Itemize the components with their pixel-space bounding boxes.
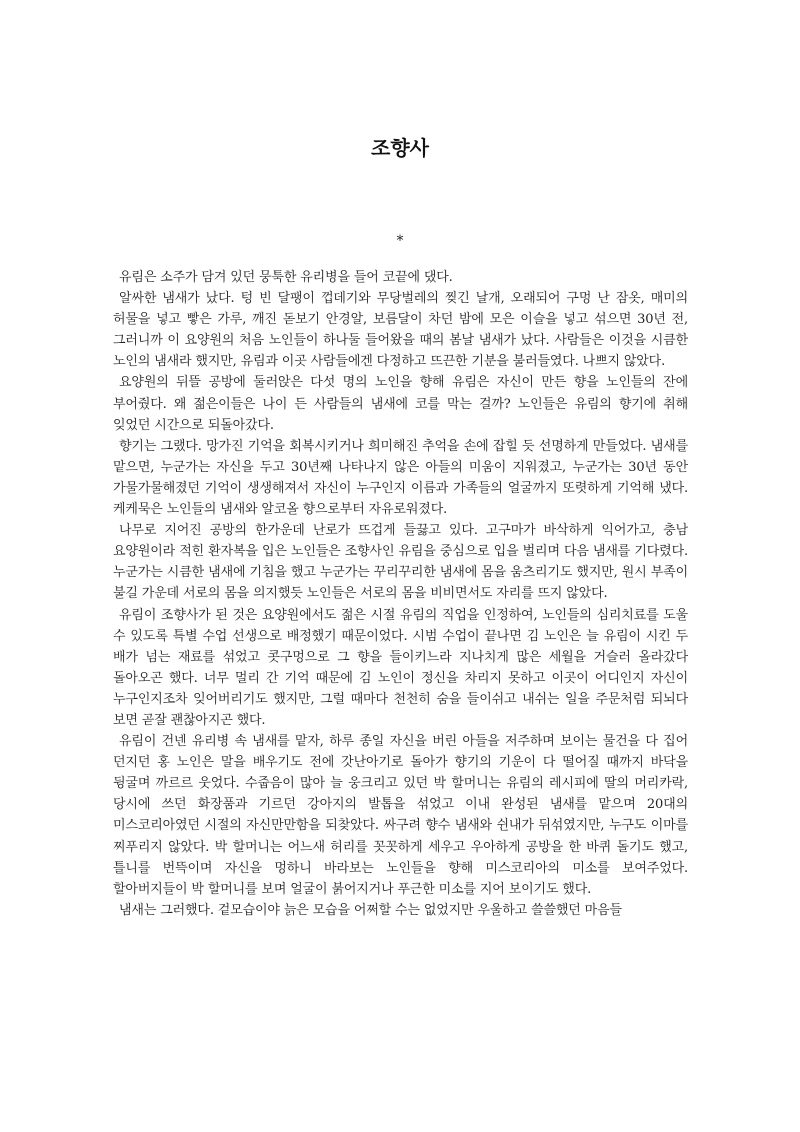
paragraph-1: 유림은 소주가 담겨 있던 뭉툭한 유리병을 들어 코끝에 댔다.	[119, 270, 453, 285]
section-separator: *	[396, 233, 404, 249]
paragraph-7: 유림이 건넨 유리병 속 냄새를 맡자, 하루 종일 자신을 버린 아들을 저주하며 보이는 물건을 다 집어 던지던 홍 노인은 말을 배우기도 전에 갓난아기로 돌아가 향기의 기운이 다 떨어질 때까지 바닥을 뒹굴며 까르르 웃었다. 수줍음이 많아 늘 웅크리고 있던 박 할머니는 유림의 레시피에 딸의 머리카락, 당시에 쓰던 화장품과 기르던 강아지의 발톱을 섞었고 이내 완성된 냄새를 맡으며 20대의 미스코리아였던 시절의 자신만만함을 되찾았다. 싸구려 향수 냄새와 쉰내가 뒤섞였지만, 누구도 이마를 찌푸리지 않았다. 박 할머니는 어느새 허리를 꼿꼿하게 세우고 우아하게 공방을 한 바퀴 돌기도 했고, 틀니를 번뜩이며 자신을 멍하니 바라보는 노인들을 향해 미스코리아의 미소를 보여주었다. 할아버지들이 박 할머니를 보며 얼굴이 붉어지거나 푸근한 미소를 지어 보이기도 했다.	[113, 734, 688, 897]
page-title: 조향사	[371, 136, 429, 160]
body-text	[113, 267, 688, 921]
paragraph-6: 유림이 조향사가 된 것은 요양원에서도 젊은 시절 유림의 직업을 인정하여, 노인들의 심리치료를 도울 수 있도록 특별 수업 선생으로 배정했기 때문이었다. 시범 수업이 끝나면 김 노인은 늘 유림이 시킨 두 배가 넘는 재료를 섞었고 콧구멍으로 그 향을 들이키느라 지나치게 많은 세월을 거슬러 올라갔다 돌아오곤 했다. 너무 멀리 간 기억 때문에 김 노인이 정신을 차리지 못하고 이곳이 어디인지 자신이 누구인지조차 잊어버리기도 했지만, 그럴 때마다 천천히 숨을 들이쉬고 내쉬는 일을 주문처럼 되뇌다 보면 곧잘 괜찮아지곤 했다.	[113, 607, 688, 728]
paragraph-3: 요양원의 뒤뜰 공방에 둘러앉은 다섯 명의 노인을 향해 유림은 자신이 만든 향을 노인들의 잔에 부어줬다. 왜 젊은이들은 나이 든 사람들의 냄새에 코를 막는 걸까? 노인들은 유림의 향기에 취해 잊었던 시간으로 되돌아갔다.	[113, 375, 688, 433]
paragraph-2: 알싸한 냄새가 났다. 텅 빈 달팽이 껍데기와 무당벌레의 찢긴 날개, 오래되어 구멍 난 잠옷, 매미의 허물을 넣고 빻은 가루, 깨진 돋보기 안경알, 보름달이 차던 밤에 모은 이슬을 넣고 섞으면 30년 전, 그러니까 이 요양원의 처음 노인들이 하나둘 들어왔을 때의 봄날 냄새가 났다. 사람들은 이것을 시큼한 노인의 냄새라 했지만, 유림과 이곳 사람들에겐 다정하고 뜨끈한 기분을 불러들였다. 나쁘지 않았다.	[113, 291, 688, 370]
paragraph-8: 냄새는 그러했다. 겉모습이야 늙은 모습을 어쩌할 수는 없었지만 우울하고 쓸쓸했던 마음들	[119, 902, 622, 918]
paragraph-4: 향기는 그랬다. 망가진 기억을 회복시키거나 희미해진 추억을 손에 잡힐 듯 선명하게 만들었다. 냄새를 맡으면, 누군가는 자신을 두고 30년째 나타나지 않은 아들의 미움이 지워졌고, 누군가는 30년 동안 가물가물해졌던 기억이 생생해져서 자신이 누구인지 이름과 가족들의 얼굴까지 또렷하게 기억해 냈다. 케케묵은 노인들의 냄새와 알코올 향으로부터 자유로워졌다.	[113, 438, 688, 518]
paragraph-5: 나무로 지어진 공방의 한가운데 난로가 뜨겁게 들끓고 있다. 고구마가 바삭하게 익어가고, 충남 요양원이라 적힌 환자복을 입은 노인들은 조향사인 유림을 중심으로 입을 벌리며 다음 냄새를 기다렸다. 누군가는 시큼한 냄새에 기침을 했고 누군가는 꾸리꾸리한 냄새에 몸을 움츠리기도 했지만, 원시 부족이 불길 가운데 서로의 몸을 의지했듯 노인들은 서로의 몸을 비비면서도 자리를 뜨지 않았다.	[113, 523, 688, 602]
